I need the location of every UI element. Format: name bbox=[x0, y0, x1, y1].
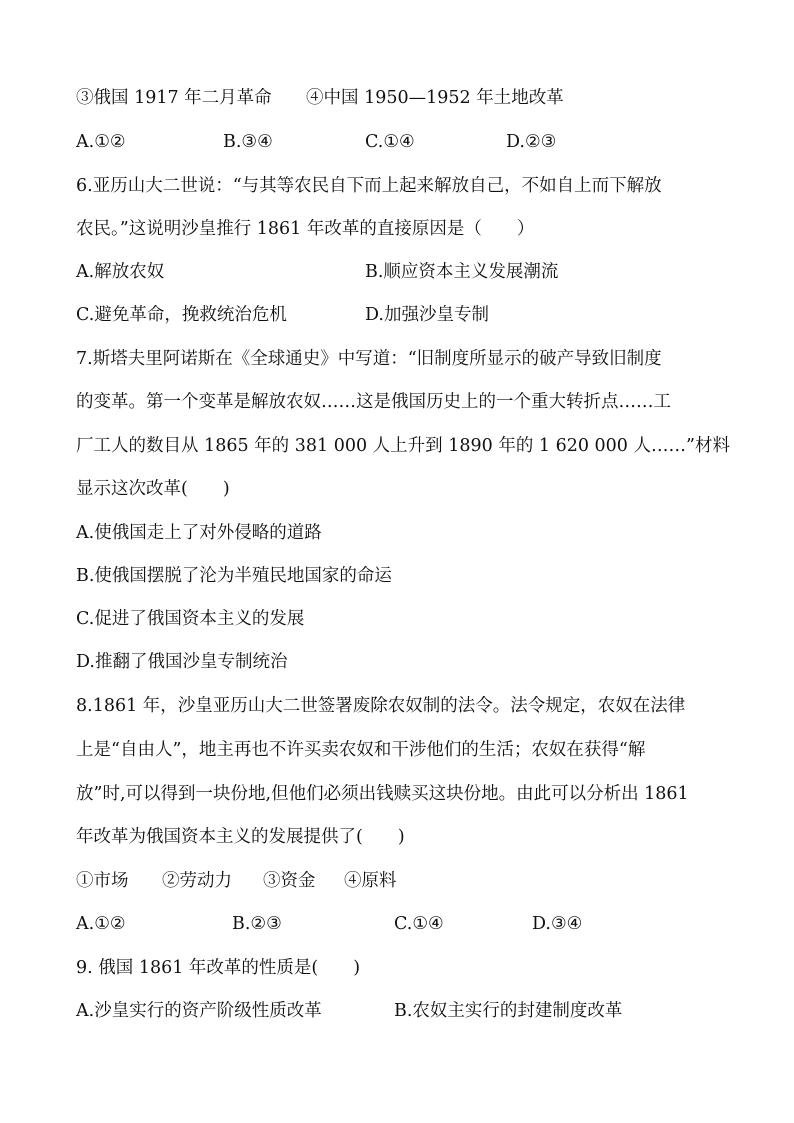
q8-option-d[interactable]: D.③④ bbox=[532, 914, 583, 934]
q5-option-d[interactable]: D.②③ bbox=[506, 132, 557, 152]
q5-item-3: ③俄国 1917 年二月革命 bbox=[76, 88, 272, 108]
q8-stem-line: 放”时,可以得到一块份地,但他们必须出钱赎买这块份地。由此可以分析出 1861 bbox=[76, 784, 689, 804]
q7-option-a[interactable]: A.使俄国走上了对外侵略的道路 bbox=[76, 523, 322, 543]
q8-item-3: ③资金 bbox=[263, 871, 316, 891]
q5-option-a[interactable]: A.①② bbox=[76, 132, 126, 152]
q7-option-d[interactable]: D.推翻了俄国沙皇专制统治 bbox=[76, 652, 288, 672]
q6-option-c[interactable]: C.避免革命，挽救统治危机 bbox=[76, 305, 287, 325]
q7-option-c[interactable]: C.促进了俄国资本主义的发展 bbox=[76, 609, 305, 629]
q6-stem-line: 农民。”这说明沙皇推行 1861 年改革的直接原因是（ ） bbox=[76, 219, 535, 239]
q6-stem-line: 6.亚历山大二世说：“与其等农民自下而上起来解放自己，不如自上而下解放 bbox=[76, 176, 662, 196]
q5-option-c[interactable]: C.①④ bbox=[365, 132, 415, 152]
q6-option-b[interactable]: B.顺应资本主义发展潮流 bbox=[365, 262, 559, 282]
q7-stem-line: 的变革。第一个变革是解放农奴……这是俄国历史上的一个重大转折点……工 bbox=[76, 392, 671, 412]
q8-option-b[interactable]: B.②③ bbox=[232, 914, 282, 934]
q7-option-b[interactable]: B.使俄国摆脱了沦为半殖民地国家的命运 bbox=[76, 566, 392, 586]
q8-item-4: ④原料 bbox=[344, 871, 397, 891]
q8-item-2: ②劳动力 bbox=[162, 871, 232, 891]
q6-option-a[interactable]: A.解放农奴 bbox=[76, 262, 165, 282]
q7-stem-line: 显示这次改革( ) bbox=[76, 479, 230, 499]
q7-stem-line: 厂工人的数目从 1865 年的 381 000 人上升到 1890 年的 1 620 000 人……”材料 bbox=[76, 436, 730, 456]
q8-stem-line: 上是“自由人”，地主再也不许买卖农奴和干涉他们的生活；农奴在获得“解 bbox=[76, 740, 646, 760]
q8-stem-line: 8.1861 年，沙皇亚历山大二世签署废除农奴制的法令。法令规定，农奴在法律 bbox=[76, 696, 686, 716]
q5-option-b[interactable]: B.③④ bbox=[223, 132, 273, 152]
q9-option-a[interactable]: A.沙皇实行的资产阶级性质改革 bbox=[76, 1001, 322, 1021]
q9-stem: 9. 俄国 1861 年改革的性质是( ) bbox=[76, 958, 361, 978]
q8-option-c[interactable]: C.①④ bbox=[394, 914, 444, 934]
q8-option-a[interactable]: A.①② bbox=[76, 914, 126, 934]
q8-stem-line: 年改革为俄国资本主义的发展提供了( ) bbox=[76, 827, 405, 847]
q6-option-d[interactable]: D.加强沙皇专制 bbox=[365, 305, 489, 325]
q9-option-b[interactable]: B.农奴主实行的封建制度改革 bbox=[394, 1001, 623, 1021]
q8-item-1: ①市场 bbox=[76, 871, 129, 891]
q7-stem-line: 7.斯塔夫里阿诺斯在《全球通史》中写道：“旧制度所显示的破产导致旧制度 bbox=[76, 349, 662, 369]
q5-item-4: ④中国 1950—1952 年土地改革 bbox=[306, 88, 564, 108]
